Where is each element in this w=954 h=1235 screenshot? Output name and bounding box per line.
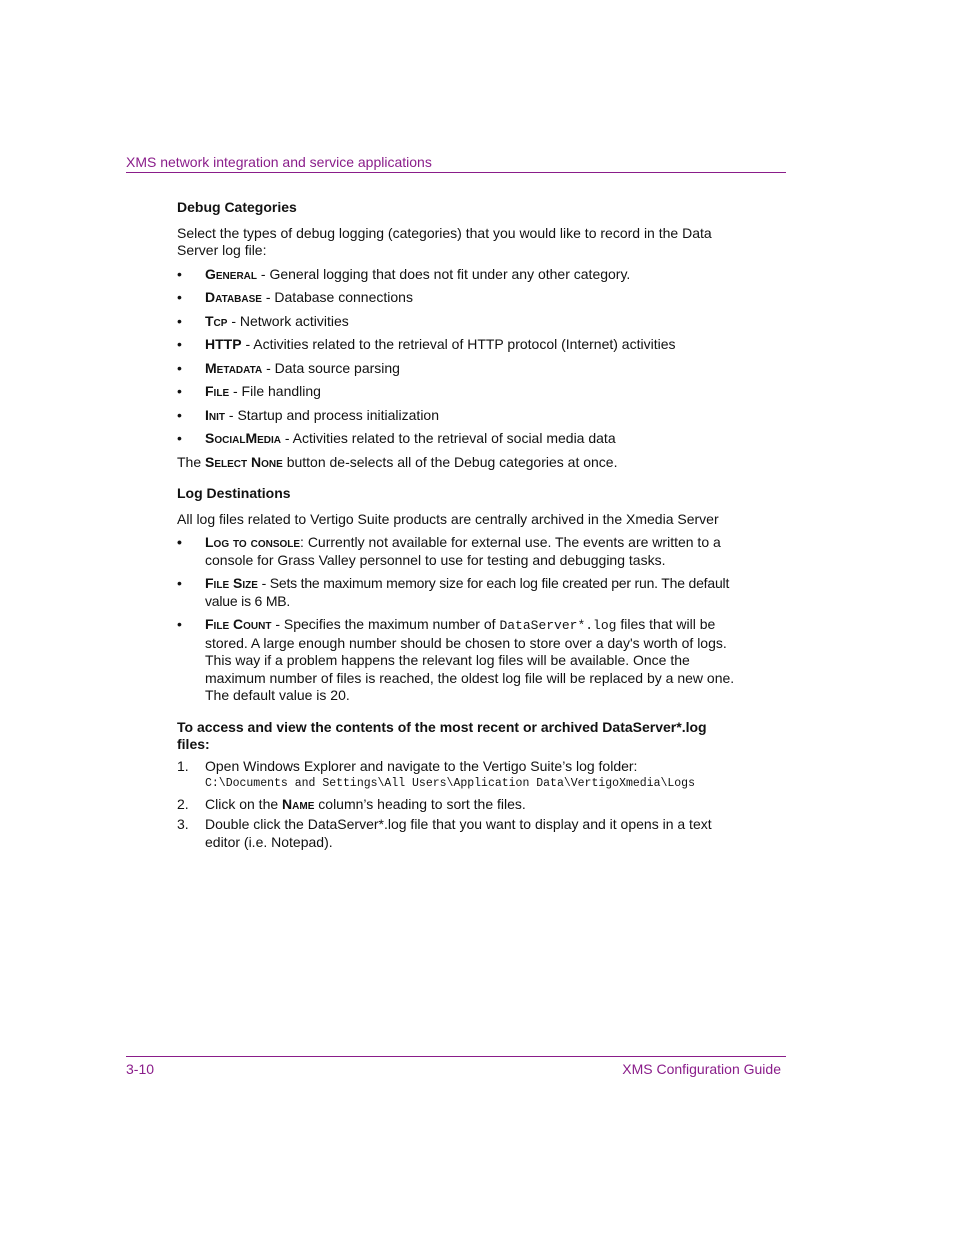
list-item: • Init - Startup and process initialization [177, 406, 439, 423]
list-item: • Metadata - Data source parsing [177, 359, 400, 376]
debug-category-list [177, 266, 742, 448]
log-folder-path: C:\Documents and Settings\All Users\Application Data\VertigoXmedia\Logs [205, 777, 695, 790]
log-destination-list [177, 534, 742, 705]
list-item: 3. Double click the DataServer*.log file that you want to display and it opens in a text editor (i.e. Notepad). [177, 816, 712, 850]
running-header: XMS network integration and service applications [126, 154, 786, 173]
list-item: 2. Click on the Name column’s heading to sort the files. [177, 795, 526, 812]
debug-categories-heading: Debug Categories [177, 199, 297, 215]
list-item: • Tcp - Network activities [177, 312, 349, 329]
list-item: • HTTP - Activities related to the retrieval of HTTP protocol (Internet) activities [177, 336, 676, 352]
list-item: • File - File handling [177, 383, 321, 399]
guide-title: XMS Configuration Guide [622, 1061, 781, 1077]
list-item: • File Size - Sets the maximum memory size for each log file created per run. The default value is 6 MB. [177, 575, 730, 609]
procedure-steps [177, 758, 742, 852]
list-item: • File Count - Specifies the maximum number of DataServer*.log files that will be stored. A large enough number should be chosen to store over a day's worth of logs. This way if a problem happens the relevant log files will be available. Once the maximum number of files is reached, the oldest log file will be replaced by a new one. The default value is 20. [177, 616, 735, 703]
log-destinations-heading: Log Destinations [177, 485, 291, 501]
page-number: 3-10 [126, 1061, 155, 1077]
select-none-note: The Select None button de-selects all of the Debug categories at once. [177, 453, 618, 470]
list-item: • General - General logging that does not fit under any other category. [177, 265, 631, 282]
list-item: • SocialMedia - Activities related to the retrieval of social media data [177, 430, 616, 446]
list-item: 1. Open Windows Explorer and navigate to the Vertigo Suite’s log folder: C:\Documents and Settings\All Users\Application Data\VertigoXmedia\Logs [177, 758, 742, 793]
page-footer [126, 1056, 786, 1077]
list-item: • Log to console: Currently not available for external use. The events are written to a console for Grass Valley personnel to use for testing and debugging tasks. [177, 534, 721, 568]
debug-intro: Select the types of debug logging (categories) that you would like to record in the Data Server log file: [177, 224, 712, 258]
list-item: • Database - Database connections [177, 289, 413, 305]
log-destinations-intro: All log files related to Vertigo Suite products are centrally archived in the Xmedia Server [177, 510, 719, 527]
page-content [177, 199, 742, 854]
procedure-heading: To access and view the contents of the most recent or archived DataServer*.log files: [177, 718, 707, 752]
